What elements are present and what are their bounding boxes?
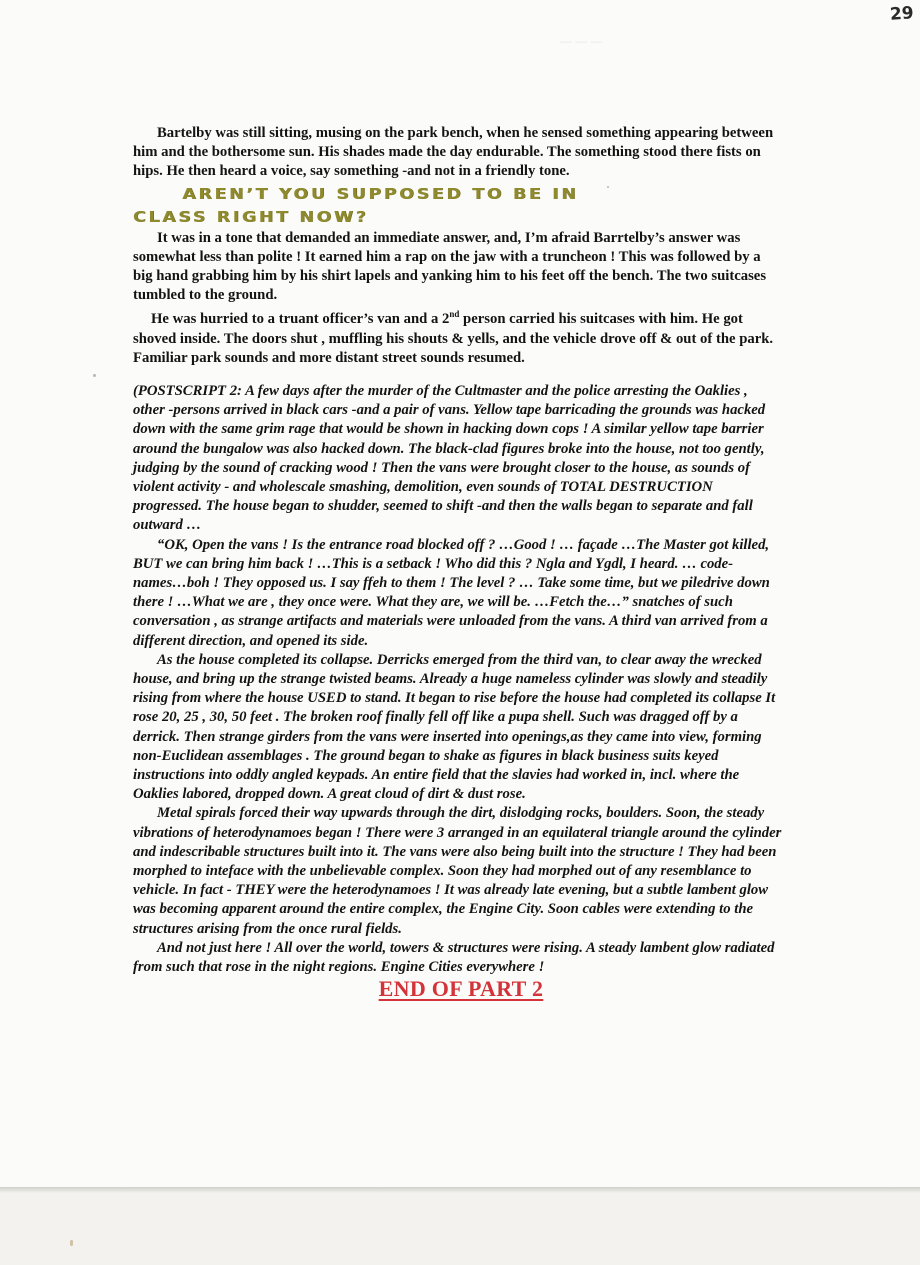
- paragraph-answer: It was in a tone that demanded an immediate answer, and, I’m afraid Barrtelby’s answer was somewhat less than polite ! It earned him a rap on the jaw with a truncheon ! This was followed by a big hand grabbing him by his shirt lapels and yanking him to his feet off the bench. The two suitcases tumbled to the ground.: [133, 229, 767, 304]
- paragraph-opening: Bartelby was still sitting, musing on the park bench, when he sensed something appearing between him and the bothersome sun. His shades made the day endurable. The something stood there fists on hips. He then heard a voice, say something -and not in a friendly tone.: [133, 125, 774, 180]
- postscript-paragraph-3: As the house completed its collapse. Derricks emerged from the third van, to clear away the wrecked house, and bring up the strange twisted beams. Already a huge nameless cylinder was slowly and steadily rising from where the house USED to stand. It began to rise before the house had completed its collapse It rose 20, 25 , 30, 50 feet . The broken roof finally fell off like a pupa shell. Such was dragged off by a derrick. Then strange girders from the vans were inserted into openings,as they came into view, forming non-Euclidean assemblages . The ground began to shake as figures in black business suits keyed instructions into oddly angled keypads. An entire field that the slavies had worked in, incl. where the Oaklies labored, dropped down. A great cloud of dirt & dust rose.: [133, 651, 776, 803]
- document-body: [133, 124, 783, 1002]
- spacer: [133, 368, 783, 382]
- paragraph-van-text-a: He was hurried to a truant officer’s van and a 2: [151, 311, 450, 328]
- end-of-part-heading: END OF PART 2: [378, 976, 544, 1002]
- paragraph-van-text-b: person carried his suitcases with him. He got shoved inside. The doors shut , muffling his shouts & yells, and the vehicle drove off & out of the park. Familiar park sounds and more distant street sounds resumed.: [133, 311, 774, 366]
- paragraph-van: [133, 305, 783, 368]
- postscript-paragraph-1: (POSTSCRIPT 2: A few days after the murder of the Cultmaster and the police arresting the Oaklies , other -persons arrived in black cars -and a pair of vans. Yellow tape barricading the grounds was hacked down with the same grim rage that would be shown in hacking down cops ! A similar yellow tape barrier around the bungalow was also hacked down. The black-clad figures broke into the house, not too gently, judging by the sound of cracking wood ! Then the vans were brought closer to the house, as sounds of violent activity - and wholescale smashing, demolition, even sounds of TOTAL DESTRUCTION progressed. The house began to shudder, seemed to shift -and then the walls began to separate and fall outward …: [133, 382, 766, 534]
- postscript-paragraph-5: And not just here ! All over the world, towers & structures were rising. A steady lambent glow radiated from such that rose in the night regions. Engine Cities everywhere !: [133, 939, 775, 976]
- shouted-question: [133, 183, 861, 229]
- page-edge-shadow: [0, 1187, 920, 1193]
- ordinal-suffix: nd: [449, 309, 460, 320]
- page-number: 29: [889, 3, 915, 25]
- postscript-paragraph-4: Metal spirals forced their way upwards through the dirt, dislodging rocks, boulders. Soon, the steady vibrations of heterodynamoes began ! There were 3 arranged in an equilateral triangle around the cylinder and indescribable structures built into it. The vans were also being built into the structure ! They had been morphed to inteface with the unbelievable complex. Soon they had morphed out of any resemblance to vehicle. In fact - THEY were the heterodynamoes ! It was already late evening, but a subtle lambent glow was becoming apparent around the entire complex, the Engine City. Soon cables were extending to the structures arising from the once rural fields.: [133, 805, 782, 937]
- bleed-through-mark: — — —: [560, 34, 603, 48]
- shouted-question-line-1: AREN’T YOU SUPPOSED TO BE IN: [182, 184, 579, 203]
- postscript-paragraph-2: “OK, Open the vans ! Is the entrance road blocked off ? …Good ! … façade …The Master got killed, BUT we can bring him back ! …This is a setback ! Who did this ? Ngla and Ygdl, I heard. … code-names…boh ! They opposed us. I say ffeh to them ! The level ? … Take some time, but we piledrive down there ! …What we are , they once were. What they are, we will be. …Fetch the…” snatches of such conversation , as strange artifacts and materials were unloaded from the vans. A third van arrived from a different direction, and opened its side.: [133, 536, 770, 649]
- paper-speck: [70, 1240, 73, 1246]
- shouted-question-line-2: CLASS RIGHT NOW?: [133, 207, 369, 226]
- paper-speck: [93, 374, 96, 377]
